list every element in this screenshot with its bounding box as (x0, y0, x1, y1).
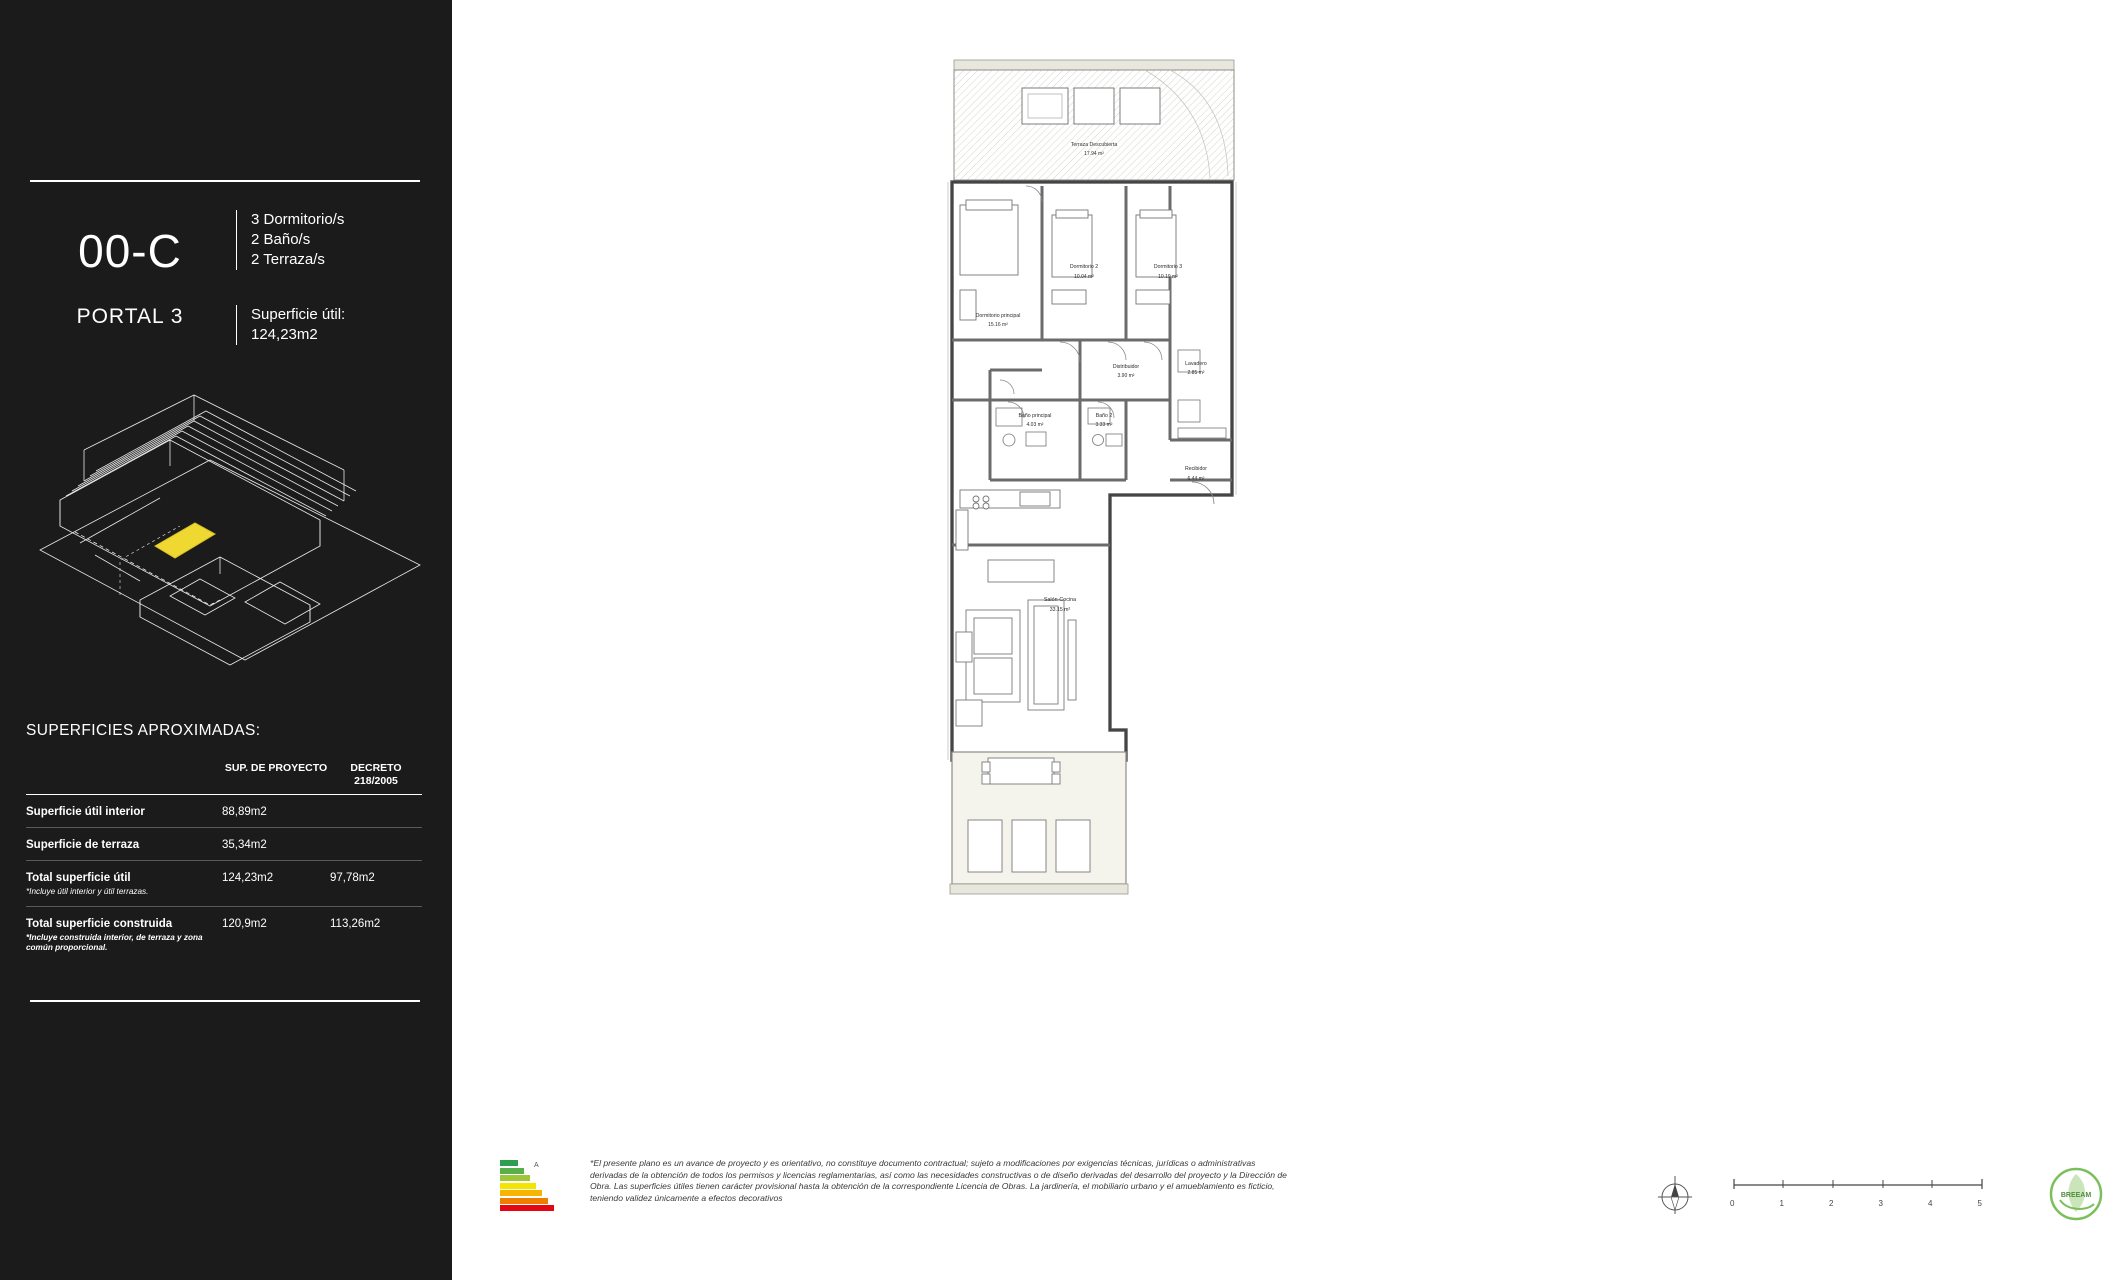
row-proyecto: 124,23m2 (222, 872, 274, 884)
row-decreto (330, 806, 422, 818)
svg-text:Baño principal: Baño principal (1018, 413, 1052, 419)
unit-code: 00-C (78, 225, 182, 277)
row-note: *Incluye útil interior y útil terrazas. (26, 887, 149, 896)
col-decreto-header: DECRETO 218/2005 (350, 762, 402, 787)
surface-label: Superficie útil: (251, 306, 346, 323)
table-row (26, 828, 422, 861)
surfaces-title: SUPERFICIES APROXIMADAS: (26, 722, 261, 739)
energy-rating-letter: A (534, 1162, 539, 1169)
row-decreto (330, 839, 422, 851)
divider-top (30, 180, 420, 182)
row-note: *Incluye construida interior, de terraza y zona común proporcional. (26, 933, 203, 952)
table-row (26, 861, 422, 907)
scale-bar (1730, 1175, 1990, 1215)
row-label: Total superficie útil (26, 872, 131, 884)
row-proyecto: 88,89m2 (222, 806, 267, 818)
col-label-header (26, 762, 222, 788)
svg-text:10.19 m²: 10.19 m² (1158, 274, 1178, 280)
svg-text:17.94 m²: 17.94 m² (1084, 151, 1104, 157)
surface-value: 124,23m2 (251, 326, 318, 343)
breeam-label: BREEAM (2060, 1192, 2092, 1199)
scale-tick-labels (1730, 1199, 1982, 1208)
svg-text:Dormitorio principal: Dormitorio principal (975, 313, 1021, 319)
portal-row (30, 305, 420, 345)
surface-summary (236, 305, 345, 345)
svg-text:2.85 m²: 2.85 m² (1187, 370, 1205, 376)
energy-rating-icon (500, 1160, 560, 1220)
row-decreto: 113,26m2 (330, 918, 381, 930)
spec-terraces: 2 Terraza/s (251, 251, 325, 268)
surfaces-table (26, 762, 422, 962)
breeam-logo (2040, 1160, 2120, 1230)
portal-label: PORTAL 3 (76, 305, 184, 328)
svg-text:Dormitorio 2: Dormitorio 2 (1069, 264, 1099, 270)
svg-text:15.16 m²: 15.16 m² (988, 322, 1008, 328)
row-label-group (26, 918, 222, 953)
row-label-group (26, 872, 222, 897)
svg-text:Lavadero: Lavadero (1185, 361, 1207, 367)
row-proyecto: 120,9m2 (222, 918, 267, 930)
svg-text:Terraza Descubierta: Terraza Descubierta (1070, 142, 1118, 148)
svg-text:4.03 m²: 4.03 m² (1026, 422, 1044, 428)
svg-text:3.90 m²: 3.90 m² (1117, 373, 1135, 379)
scale-tick: 2 (1829, 1199, 1834, 1208)
scale-tick: 1 (1779, 1199, 1784, 1208)
table-row (26, 907, 422, 962)
table-header-row (26, 762, 422, 795)
legal-disclaimer: *El presente plano es un avance de proyecto y es orientativo, no constituye documento contractual; sujeto a modificaciones por exigencias técnicas, jurídicas o administrativas derivadas de la obtención de todos los permisos y licencias reglamentarias, así como las necesidades constructivas o de diseño derivadas del desarrollo del proyecto y la Dirección de Obra. Las superficies útiles tienen carácter provisional hasta la obtención de la correspondiente Licencia de Obras. La jardinería, el mobiliario urbano y el amueblamiento es ficticio, teniendo validez únicamente a efectos decorativos (590, 1158, 1287, 1203)
row-label: Superficie útil interior (26, 806, 145, 818)
svg-text:Salón-Cocina: Salón-Cocina (1043, 597, 1077, 603)
row-label: Superficie de terraza (26, 839, 140, 851)
svg-text:6.44 m²: 6.44 m² (1187, 476, 1205, 482)
row-decreto: 97,78m2 (330, 872, 375, 884)
isometric-key-plan (20, 350, 440, 680)
svg-text:3.33 m²: 3.33 m² (1095, 422, 1113, 428)
scale-tick: 5 (1977, 1199, 1982, 1208)
svg-text:Distribuidor: Distribuidor (1112, 364, 1140, 370)
north-compass-icon (1650, 1170, 1700, 1220)
scale-tick: 3 (1878, 1199, 1883, 1208)
info-sidebar (0, 0, 452, 1280)
scale-tick: 4 (1928, 1199, 1933, 1208)
divider-bottom (30, 1000, 420, 1002)
svg-text:Recibidor: Recibidor (1185, 466, 1207, 472)
unit-specs (236, 210, 344, 270)
col-proyecto-header: SUP. DE PROYECTO (224, 762, 328, 774)
floor-plan (930, 40, 1330, 1070)
table-row (26, 795, 422, 828)
row-proyecto: 35,34m2 (222, 839, 267, 851)
footer (470, 1150, 2092, 1260)
svg-text:Dormitorio 3: Dormitorio 3 (1153, 264, 1183, 270)
unit-header (30, 210, 420, 277)
scale-tick: 0 (1730, 1199, 1735, 1208)
svg-text:Baño 2: Baño 2 (1095, 413, 1113, 419)
highlighted-unit-marker (155, 523, 215, 558)
row-label: Total superficie construida (26, 918, 173, 930)
spec-bedrooms: 3 Dormitorio/s (251, 211, 345, 228)
spec-bathrooms: 2 Baño/s (251, 231, 311, 248)
svg-text:33.15 m²: 33.15 m² (1049, 607, 1071, 613)
svg-text:10.04 m²: 10.04 m² (1074, 274, 1094, 280)
